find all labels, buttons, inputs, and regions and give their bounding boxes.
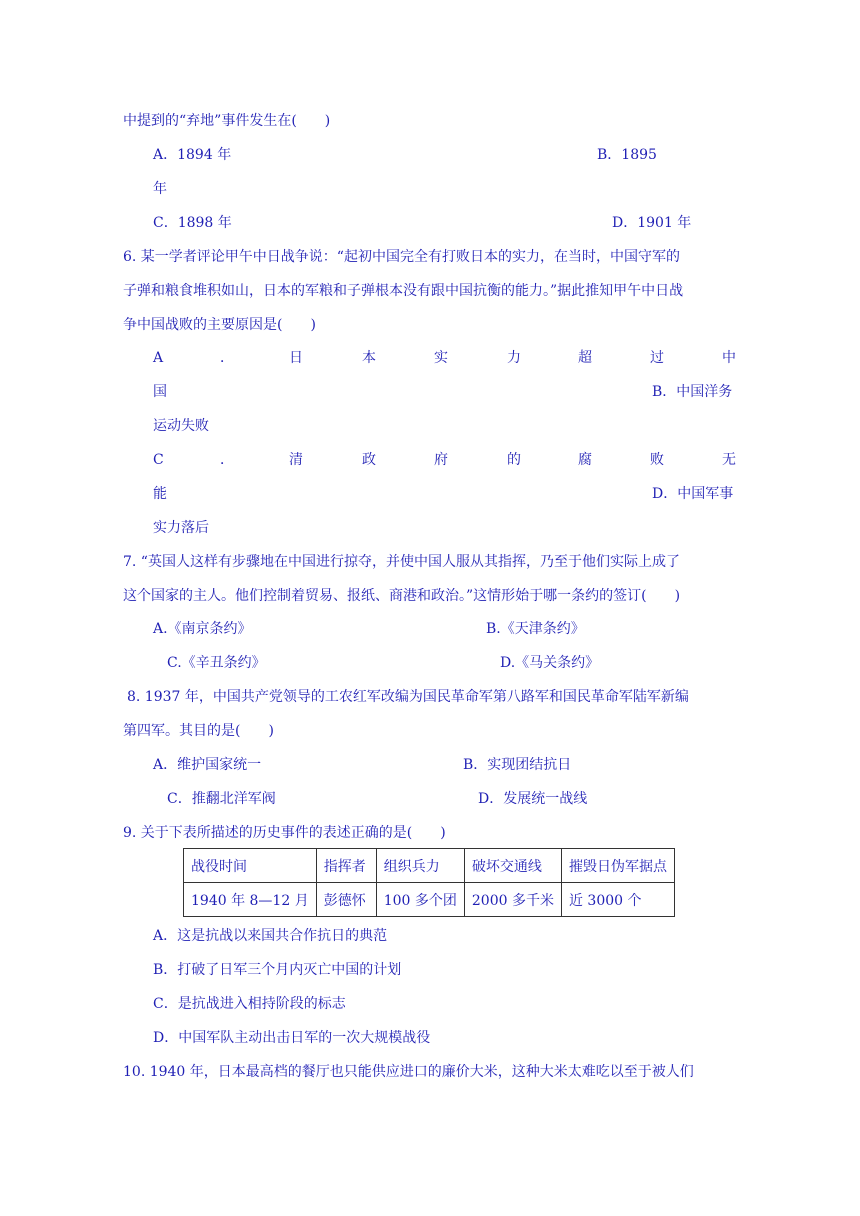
q6-option-a-end: 国	[153, 384, 167, 400]
q6-option-c-char: 败	[650, 452, 664, 468]
q5-option-d: D．1901 年	[612, 215, 692, 231]
q9-option-d: D．中国军队主动出击日军的一次大规模战役	[153, 1030, 431, 1046]
q6-option-a-char: 过	[650, 350, 664, 366]
q6-option-c-char: C	[153, 452, 164, 468]
q6-option-a-char: 中	[722, 350, 736, 366]
q6-option-c-char: ．	[220, 452, 234, 468]
q6-option-c-row	[0, 450, 860, 470]
q6-option-a-char: 力	[507, 350, 521, 366]
q8-option-b: B．实现团结抗日	[463, 757, 572, 773]
q5-option-b-wrap: 年	[153, 181, 167, 197]
q5-option-b: B．1895	[597, 147, 657, 163]
q6-option-c-end: 能	[153, 486, 167, 502]
q8-stem-line-2: 第四军。其目的是( )	[123, 723, 274, 739]
table-cell: 近 3000 个	[561, 883, 674, 917]
q6-option-c-char: 政	[362, 452, 376, 468]
q5-option-a: A．1894 年	[153, 147, 232, 163]
q6-option-a-char: 超	[578, 350, 592, 366]
table-header-cell: 组织兵力	[376, 849, 464, 883]
q10-stem-line-1: 10. 1940 年，日本最高档的餐厅也只能供应进口的廉价大米，这种大米太难吃以至于被人们	[123, 1064, 694, 1080]
q6-option-a-row	[0, 348, 860, 368]
q6-option-c-char: 府	[434, 452, 448, 468]
q6-option-c-char: 腐	[578, 452, 592, 468]
q5-stem: 中提到的“弃地”事件发生在( )	[123, 113, 331, 129]
q9-option-c: C．是抗战进入相持阶段的标志	[153, 996, 346, 1012]
q7-option-c: C.《辛丑条约》	[167, 655, 266, 671]
table-row	[184, 883, 675, 917]
q7-option-b: B.《天津条约》	[486, 621, 585, 637]
table-header-cell: 战役时间	[184, 849, 317, 883]
table-header-row	[184, 849, 675, 883]
q7-option-a: A.《南京条约》	[153, 621, 252, 637]
q6-option-c-char: 无	[722, 452, 736, 468]
q6-option-a-char: A	[153, 350, 164, 366]
table-header-cell: 破坏交通线	[464, 849, 561, 883]
q9-option-a: A．这是抗战以来国共合作抗日的典范	[153, 928, 388, 944]
q9-battle-table	[183, 848, 675, 917]
q7-stem-line-1: 7. “英国人这样有步骤地在中国进行掠夺，并使中国人服从其指挥，乃至于他们实际上成了	[123, 554, 680, 570]
q7-option-d: D.《马关条约》	[500, 655, 600, 671]
q8-option-d: D．发展统一战线	[478, 791, 588, 807]
q6-stem-line-2: 子弹和粮食堆积如山，日本的军粮和子弹根本没有跟中国抗衡的能力。”据此推知甲午中日战	[123, 283, 684, 299]
q6-option-c-char: 清	[289, 452, 303, 468]
q6-option-d-wrap: 实力落后	[153, 520, 209, 536]
table-header-cell: 摧毁日伪军据点	[561, 849, 674, 883]
table-cell: 彭德怀	[316, 883, 376, 917]
q6-option-a-char: 日	[289, 350, 303, 366]
q7-stem-line-2: 这个国家的主人。他们控制着贸易、报纸、商港和政治。”这情形始于哪一条约的签订( )	[123, 588, 681, 604]
q6-option-c-char: 的	[507, 452, 521, 468]
q6-option-d: D．中国军事	[652, 486, 734, 502]
q8-option-a: A．维护国家统一	[153, 757, 262, 773]
q6-option-b: B．中国洋务	[652, 384, 733, 400]
q9-stem: 9. 关于下表所描述的历史事件的表述正确的是( )	[123, 825, 446, 841]
q9-option-b: B．打破了日军三个月内灭亡中国的计划	[153, 962, 402, 978]
q6-option-b-wrap: 运动失败	[153, 418, 209, 434]
q6-option-a-char: 本	[362, 350, 376, 366]
q6-option-a-char: ．	[220, 350, 234, 366]
q5-option-c: C．1898 年	[153, 215, 232, 231]
q8-stem-line-1: 8. 1937 年，中国共产党领导的工农红军改编为国民革命军第八路军和国民革命军陆军新编	[127, 689, 689, 705]
table-cell: 1940 年 8—12 月	[184, 883, 317, 917]
q6-option-a-char: 实	[434, 350, 448, 366]
q8-option-c: C．推翻北洋军阀	[167, 791, 276, 807]
table-cell: 2000 多千米	[464, 883, 561, 917]
q6-stem-line-3: 争中国战败的主要原因是( )	[123, 317, 316, 333]
q6-stem-line-1: 6. 某一学者评论甲午中日战争说：“起初中国完全有打败日本的实力，在当时，中国守军的	[123, 249, 680, 265]
table-cell: 100 多个团	[376, 883, 464, 917]
table-header-cell: 指挥者	[316, 849, 376, 883]
